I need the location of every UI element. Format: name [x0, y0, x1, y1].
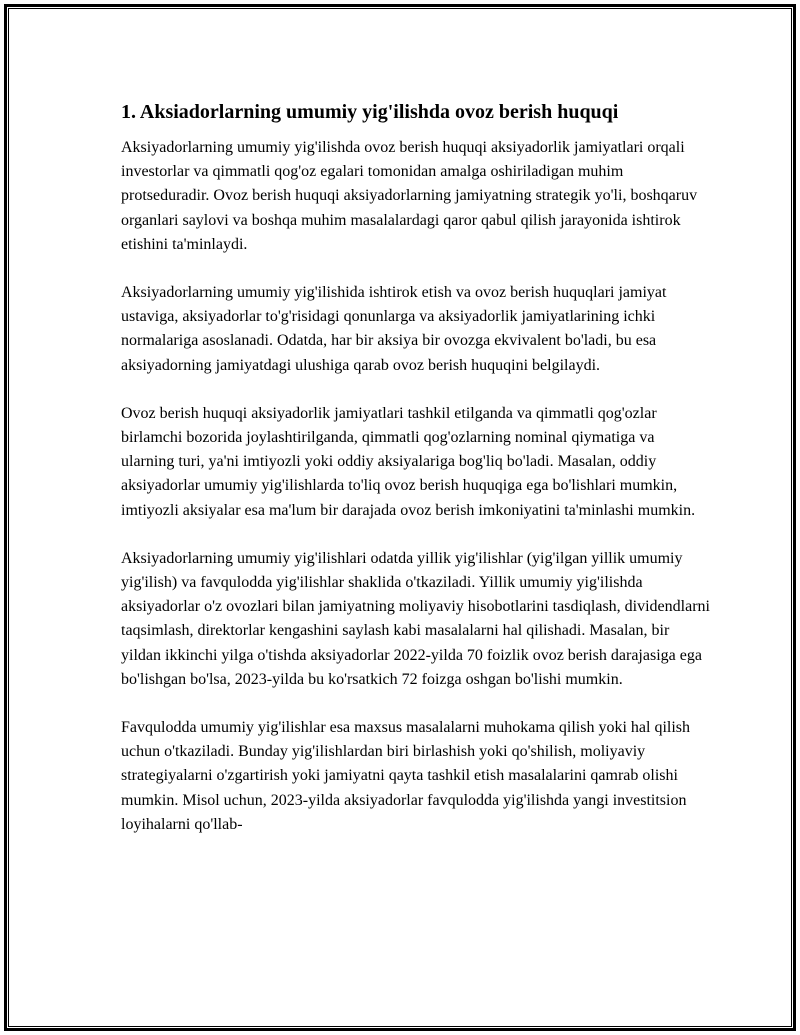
paragraph-5: Favqulodda umumiy yig'ilishlar esa maxsus masalalarni muhokama qilish yoki hal qilish uchun o'tkaziladi. Bunday yig'ilishlardan biri birlashish yoki qo'shilish, moliyaviy strategiyalarni o'zgartirish yoki jamiyatni qayta tashkil etish masalalarini qamrab olishi mumkin. Misol uchun, 2023-yilda aksiyadorlar favqulodda yig'ilishda yangi investitsion loyihalarni qo'llab-: [121, 719, 691, 833]
paragraph-4: Aksiyadorlarning umumiy yig'ilishlari odatda yillik yig'ilishlar (yig'ilgan yillik umumiy yig'ilish) va favqulodda yig'ilishlar shaklida o'tkaziladi. Yillik umumiy yig'ilishda aksiyadorlar o'z ovozlari bilan jamiyatning moliyaviy hisobotlarini tasdiqlash, dividendlarni taqsimlash, direktorlar kengashini saylash kabi masalalarni hal qilishadi. Masalan, bir yildan ikkinchi yilga o'tishda aksiyadorlar 2022-yilda 70 foizlik ovoz berish darajasiga ega bo'lishgan bo'lsa, 2023-yilda bu ko'rsatkich 72 foizga oshgan bo'lishi mumkin.: [121, 549, 710, 688]
page-frame: [4, 4, 796, 1031]
paragraph-1: Aksiyadorlarning umumiy yig'ilishda ovoz berish huquqi aksiyadorlik jamiyatlari orqali investorlar va qimmatli qog'oz egalari tomonidan amalga oshiriladigan muhim protseduradir. Ovoz berish huquqi aksiyadorlarning jamiyatning strategik yo'li, boshqaruv organlari saylovi va boshqa muhim masalalardagi qaror qabul qilish jarayonida ishtirok etishini ta'minlaydi.: [121, 139, 698, 253]
section-heading: 1. Aksiadorlarning umumiy yig'ilishda ovoz berish huquqi: [121, 101, 619, 123]
paragraph-2: Aksiyadorlarning umumiy yig'ilishida ishtirok etish va ovoz berish huquqlari jamiyat ustaviga, aksiyadorlar to'g'risidagi qonunlarga va aksiyadorlik jamiyatlarining ichki normalariga asoslanadi. Odatda, har bir aksiya bir ovozga ekvivalent bo'ladi, bu esa aksiyadorning jamiyatdagi ulushiga qarab ovoz berish huquqini belgilaydi.: [121, 284, 667, 374]
document-body: [121, 98, 711, 861]
paragraph-3: Ovoz berish huquqi aksiyadorlik jamiyatlari tashkil etilganda va qimmatli qog'ozlar birlamchi bozorida joylashtirilganda, qimmatli qog'ozlarning nominal qiymatiga va ularning turi, ya'ni imtiyozli yoki oddiy aksiyalariga bog'liq bo'ladi. Masalan, oddiy aksiyadorlar umumiy yig'ilishlarda to'liq ovoz berish huquqiga ega bo'lishlari mumkin, imtiyozli aksiyalar esa ma'lum bir darajada ovoz berish imkoniyatini ta'minlashi mumkin.: [121, 404, 696, 519]
